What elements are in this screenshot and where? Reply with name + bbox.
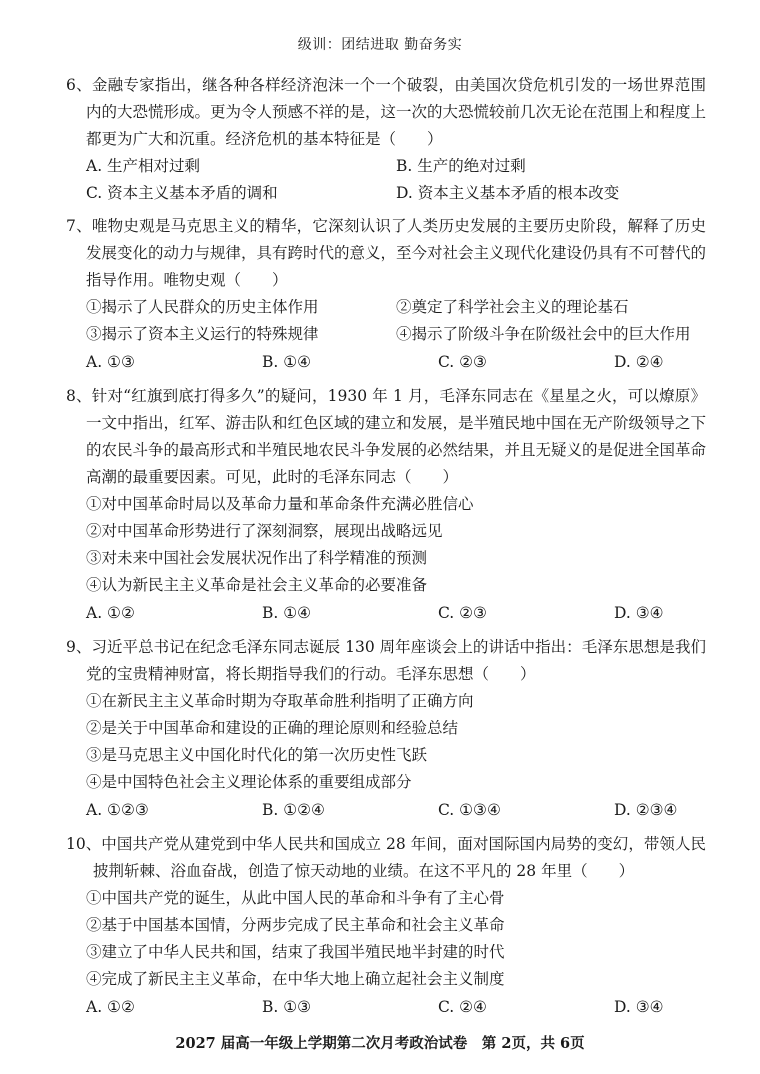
answer-choices: [66, 348, 706, 377]
statement-items: [66, 491, 706, 599]
statement-items: [66, 688, 706, 796]
question-stem: 10、中国共产党从建党到中华人民共和国成立 28 年间，面对国际国内局势的变幻，带领人民披荆斩棘、浴血奋战，创造了惊天动地的业绩。在这不平凡的 28 年里（ ）: [66, 835, 706, 880]
statement-2: ②对中国革命形势进行了深刻洞察，展现出战略远见: [86, 522, 443, 540]
choice-b: B. ①④: [262, 353, 312, 371]
question-8: [66, 383, 706, 628]
choice-a: A. ①②③: [86, 801, 149, 819]
statement-2: ②奠定了科学社会主义的理论基石: [396, 298, 629, 316]
choice-b: B. ①②④: [262, 801, 325, 819]
question-stem: 9、习近平总书记在纪念毛泽东同志诞辰 130 周年座谈会上的讲话中指出：毛泽东思想是我们党的宝贵精神财富，将长期指导我们的行动。毛泽东思想（ ）: [66, 638, 706, 683]
question-stem: 7、唯物史观是马克思主义的精华，它深刻认识了人类历史发展的主要历史阶段，解释了历史发展变化的动力与规律，具有跨时代的意义，至今对社会主义现代化建设仍具有不可替代的指导作用。唯物史观（ ）: [66, 217, 707, 289]
choice-d: D. ③④: [614, 604, 664, 622]
statement-4: ④完成了新民主主义革命，在中华大地上确立起社会主义制度: [86, 970, 505, 988]
choice-d: D. ②④: [614, 353, 664, 371]
answer-choices: [66, 993, 706, 1022]
choice-b: B. ①④: [262, 604, 312, 622]
choice-a: A. ①②: [86, 604, 135, 622]
question-10: [66, 831, 706, 1022]
choice-b: B. ①③: [262, 998, 312, 1016]
page-footer: 2027 届高一年级上学期第二次月考政治试卷 第 2页，共 6页: [175, 1035, 585, 1052]
choice-c: C. ②④: [438, 998, 487, 1016]
statement-2: ②是关于中国革命和建设的正确的理论原则和经验总结: [86, 719, 459, 737]
statement-items: [66, 294, 706, 348]
statement-3: ③是马克思主义中国化时代化的第一次历史性飞跃: [86, 746, 428, 764]
choice-d: D. ②③④: [614, 801, 678, 819]
question-6: [66, 72, 706, 207]
statement-1: ①揭示了人民群众的历史主体作用: [86, 298, 319, 316]
statement-1: ①对中国革命时局以及革命力量和革命条件充满必胜信心: [86, 495, 474, 513]
statement-1: ①中国共产党的诞生，从此中国人民的革命和斗争有了主心骨: [86, 889, 505, 907]
statement-4: ④是中国特色社会主义理论体系的重要组成部分: [86, 773, 412, 791]
statement-3: ③对未来中国社会发展状况作出了科学精准的预测: [86, 549, 428, 567]
choice-c: C. ①③④: [438, 801, 501, 819]
choice-a: A. ①③: [86, 353, 135, 371]
statement-1: ①在新民主主义革命时期为夺取革命胜利指明了正确方向: [86, 692, 474, 710]
statement-4: ④揭示了阶级斗争在阶级社会中的巨大作用: [396, 325, 691, 343]
option-c: C. 资本主义基本矛盾的调和: [86, 184, 278, 202]
answer-choices: [66, 599, 706, 628]
question-stem: 8、针对“红旗到底打得多久”的疑问，1930 年 1 月，毛泽东同志在《星星之火，可以燎原》一文中指出，红军、游击队和红色区域的建立和发展，是半殖民地中国在无产阶级领导之下的农民斗争的最高形式和半殖民地农民斗争发展的必然结果，并且无疑义的是促进全国革命高潮的最重要因素。可见，此时的毛泽东同志（ ）: [66, 387, 707, 486]
statement-3: ③建立了中华人民共和国，结束了我国半殖民地半封建的时代: [86, 943, 505, 961]
question-9: [66, 634, 706, 825]
question-stem: 6、金融专家指出，继各种各样经济泡沫一个一个破裂，由美国次贷危机引发的一场世界范围内的大恐慌形成。更为令人预感不祥的是，这一次的大恐慌较前几次无论在范围上和程度上都更为广大和沉重。经济危机的基本特征是（ ）: [66, 76, 707, 148]
statement-2: ②基于中国基本国情，分两步完成了民主革命和社会主义革命: [86, 916, 505, 934]
choice-c: C. ②③: [438, 604, 487, 622]
answer-choices: [66, 796, 706, 825]
exam-content: [66, 72, 706, 1028]
statement-4: ④认为新民主主义革命是社会主义革命的必要准备: [86, 576, 428, 594]
choice-a: A. ①②: [86, 998, 135, 1016]
choice-d: D. ③④: [614, 998, 664, 1016]
answer-options: [66, 153, 706, 207]
statement-3: ③揭示了资本主义运行的特殊规律: [86, 325, 319, 343]
page-header-motto: 级训：团结进取 勤奋务实: [297, 37, 463, 53]
option-d: D. 资本主义基本矛盾的根本改变: [396, 184, 620, 202]
choice-c: C. ②③: [438, 353, 487, 371]
question-7: [66, 213, 706, 377]
statement-items: [66, 885, 706, 993]
option-b: B. 生产的绝对过剩: [396, 157, 526, 175]
option-a: A. 生产相对过剩: [86, 157, 201, 175]
